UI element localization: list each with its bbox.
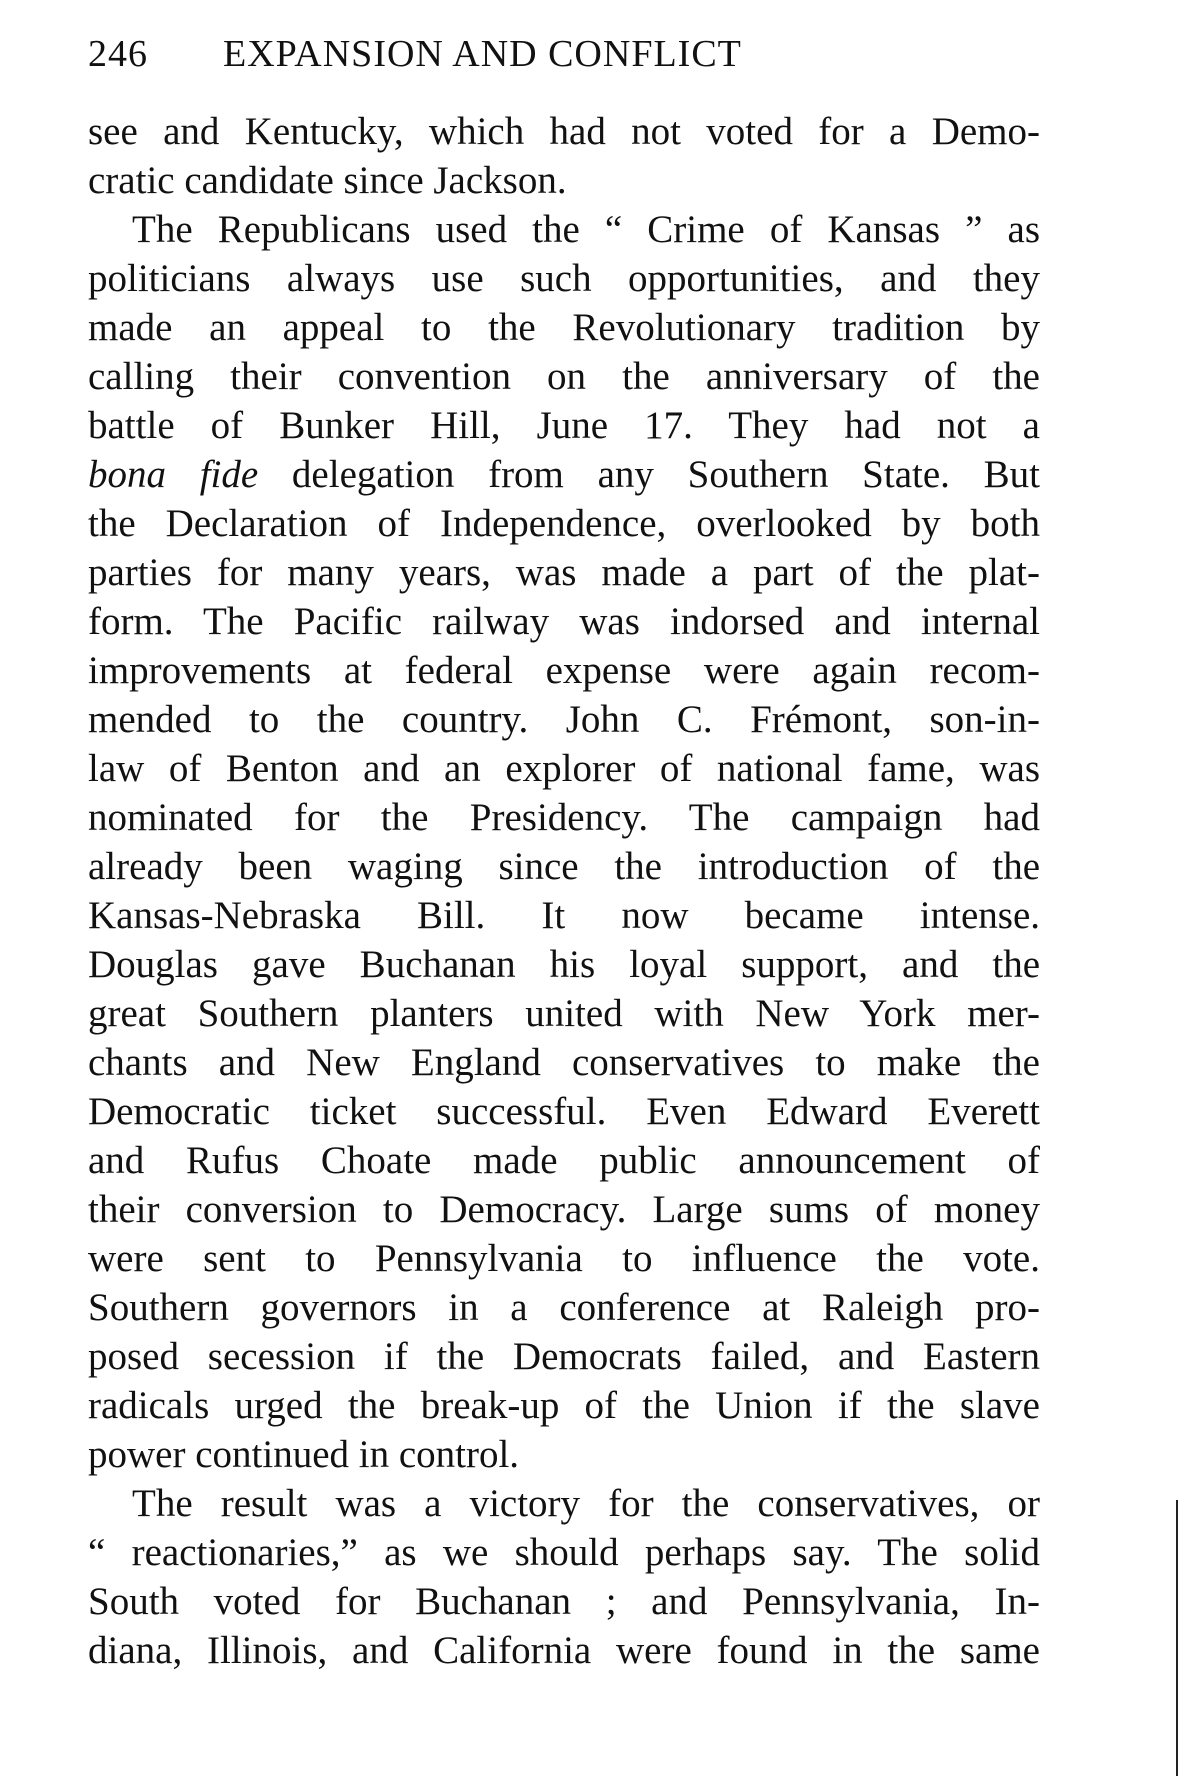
text-segment: radicals urged the break-up of the Union if the slave [88,1384,1040,1427]
text-segment: their conversion to Democracy. Large sums of money [88,1188,1040,1231]
text-segment: diana, Illinois, and California were found in the same [88,1629,1040,1672]
text-line [88,1479,1040,1528]
text-line [88,1087,1040,1136]
scan-edge-mark [1176,1500,1178,1776]
text-segment: form. The Pacific railway was indorsed and internal [88,600,1040,643]
text-line [88,1528,1040,1577]
text-segment: made an appeal to the Revolutionary tradition by [88,306,1040,349]
text-segment: chants and New England conservatives to make the [88,1041,1040,1084]
text-line [88,1626,1040,1675]
text-segment: the Declaration of Independence, overlooked by both [88,502,1040,545]
text-line [88,156,1040,205]
text-line [88,352,1040,401]
text-segment: Douglas gave Buchanan his loyal support, and the [88,943,1040,986]
text-segment: parties for many years, was made a part of the plat- [88,551,1040,594]
text-line [88,695,1040,744]
text-segment: cratic candidate since Jackson. [88,159,567,202]
text-line [88,401,1040,450]
text-line [88,1577,1040,1626]
text-segment: and Rufus Choate made public announcement of [88,1139,1040,1182]
text-segment: battle of Bunker Hill, June 17. They had not a [88,404,1040,447]
text-line [88,450,1040,499]
text-line [88,1234,1040,1283]
text-line [88,1185,1040,1234]
text-line [88,1136,1040,1185]
text-line [88,1038,1040,1087]
text-line [88,646,1040,695]
text-line [88,793,1040,842]
page-body-text [88,107,1040,1675]
italic-text: bona fide [88,453,259,496]
text-segment: power continued in control. [88,1433,520,1476]
text-segment: see and Kentucky, which had not voted for a Demo- [88,110,1040,153]
text-segment: great Southern planters united with New York mer- [88,992,1040,1035]
text-segment: were sent to Pennsylvania to influence the vote. [88,1237,1040,1280]
text-line [88,891,1040,940]
text-line [88,254,1040,303]
text-segment: politicians always use such opportunities, and they [88,257,1040,300]
text-line [88,1283,1040,1332]
text-line [88,597,1040,646]
text-segment: posed secession if the Democrats failed, and Eastern [88,1335,1040,1378]
running-title: EXPANSION AND CONFLICT [223,33,742,75]
text-segment: Kansas-Nebraska Bill. It now became intense. [88,894,1040,937]
text-segment: The Republicans used the “ Crime of Kansas ” as [132,208,1040,251]
text-segment: mended to the country. John C. Frémont, son-in- [88,698,1040,741]
text-segment: already been waging since the introduction of the [88,845,1040,888]
text-segment: calling their convention on the anniversary of the [88,355,1040,398]
text-line [88,303,1040,352]
text-segment: nominated for the Presidency. The campaign had [88,796,1040,839]
text-segment: law of Benton and an explorer of national fame, was [88,747,1040,790]
text-segment: The result was a victory for the conservatives, or [132,1482,1040,1525]
text-segment: “ reactionaries,” as we should perhaps say. The solid [88,1531,1040,1574]
text-line [88,989,1040,1038]
text-line [88,1381,1040,1430]
text-segment: improvements at federal expense were again recom- [88,649,1040,692]
text-segment: Democratic ticket successful. Even Edward Everett [88,1090,1040,1133]
text-line [88,842,1040,891]
running-header [88,30,908,79]
text-line [88,499,1040,548]
text-segment: Southern governors in a conference at Raleigh pro- [88,1286,1040,1329]
text-line [88,548,1040,597]
page-number: 246 [88,33,148,75]
text-segment: delegation from any Southern State. But [258,453,1040,496]
text-line [88,1430,1040,1479]
text-line [88,1332,1040,1381]
text-segment: South voted for Buchanan ; and Pennsylvania, In- [88,1580,1040,1623]
text-line [88,107,1040,156]
text-line [88,744,1040,793]
text-line [88,205,1040,254]
text-line [88,940,1040,989]
